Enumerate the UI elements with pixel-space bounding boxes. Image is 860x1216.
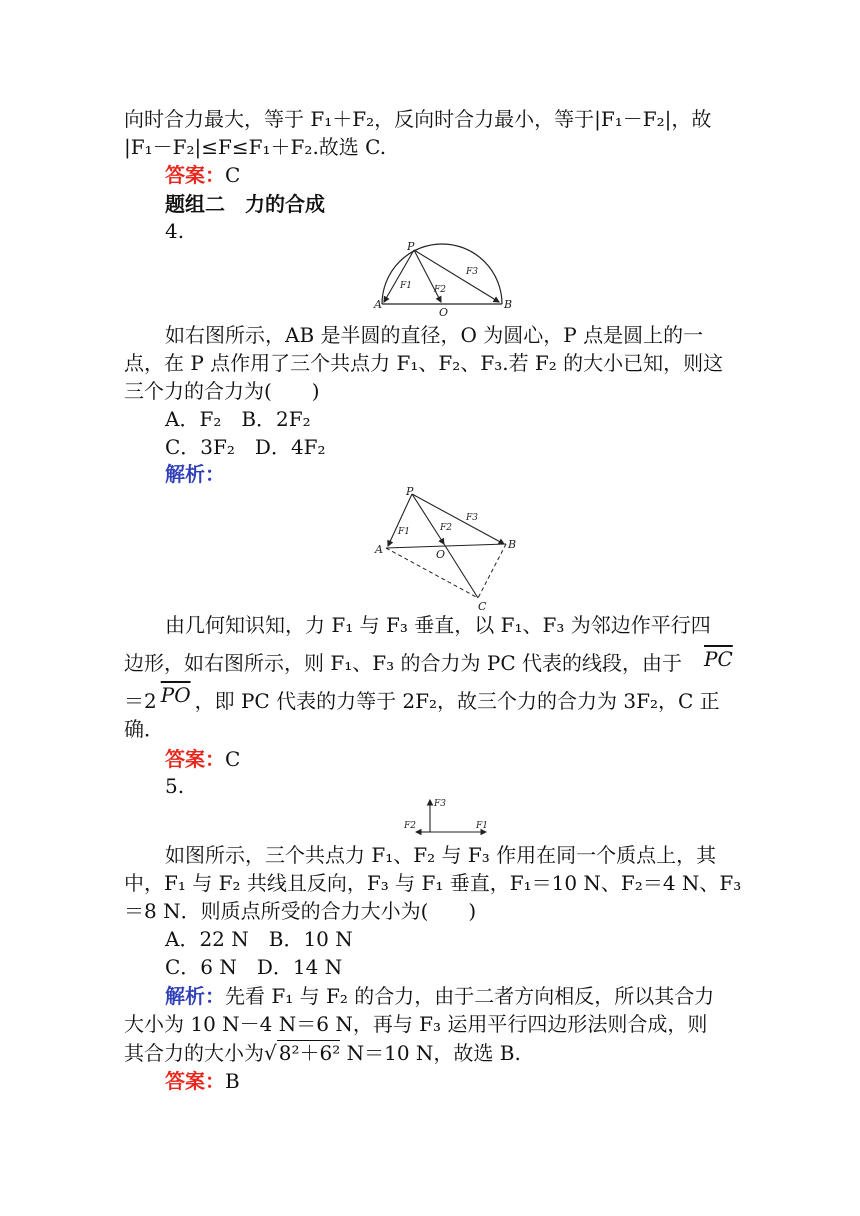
vector-po: $\overline{PO}$ (160, 683, 191, 707)
dashed-b-c (478, 544, 506, 598)
q4-analysis-line-4: 确． (124, 717, 164, 741)
q4-figure-parallelogram (370, 486, 530, 614)
label-a: A (374, 298, 382, 311)
analysis-suffix: N＝10 N，故选 B. (340, 1041, 521, 1065)
answer-value: B (225, 1069, 240, 1093)
sqrt-content: 8²＋6² (278, 1041, 341, 1065)
answer-label: 答案： (165, 747, 225, 771)
analysis-prefix: 其合力的大小为 (124, 1041, 264, 1065)
sqrt-sign: √ (264, 1041, 277, 1065)
q5-analysis-line-3 (124, 1040, 744, 1066)
q3-answer (165, 162, 785, 188)
q5-options-line-2: C．6 N D．14 N (165, 955, 343, 979)
q4-answer (165, 746, 785, 772)
label-b: B (508, 538, 517, 551)
q4-analysis-line-2 (124, 647, 744, 676)
label-f1: F1 (400, 281, 412, 291)
answer-value: C (225, 163, 241, 187)
analysis-text: 边形，如右图所示，则 F₁、F₃ 的合力为 PC 代表的线段，由于 (124, 651, 682, 675)
label-p: P (406, 485, 414, 498)
label-o: O (436, 548, 446, 561)
q3-analysis-line-2: |F₁－F₂|≤F≤F₁＋F₂.故选 C. (124, 135, 387, 159)
vector-pc: $\overline{PC}$ (704, 647, 733, 671)
q5-answer (165, 1068, 785, 1094)
q4-options-line-2: C．3F₂ D．4F₂ (165, 435, 326, 459)
label-f2: F2 (404, 821, 416, 831)
label-f2: F2 (440, 523, 452, 533)
q5-stem-line-2: 中，F₁ 与 F₂ 共线且反向，F₃ 与 F₁ 垂直，F₁＝10 N、F₂＝4 N、F₃ (124, 871, 742, 895)
label-a: A (375, 543, 383, 556)
q5-analysis-line-1 (165, 983, 785, 1009)
q5-analysis-line-2: 大小为 10 N－4 N＝6 N，再与 F₃ 运用平行四边形法则合成，则 (124, 1012, 708, 1036)
force-f2-arrow (412, 494, 444, 544)
section-title: 题组二 力的合成 (165, 192, 325, 216)
label-o: O (439, 306, 449, 319)
force-f3-arrow (412, 494, 504, 544)
q5-stem-line-1: 如图所示，三个共点力 F₁、F₂ 与 F₃ 作用在同一个质点上，其 (165, 843, 717, 867)
q4-number: 4. (165, 219, 185, 243)
label-f2: F2 (434, 285, 446, 295)
dashed-a-c (386, 548, 478, 598)
q4-stem-line-2: 点，在 P 点作用了三个共点力 F₁、F₂、F₃.若 F₂ 的大小已知，则这 (124, 351, 724, 375)
force-f1-arrow (388, 494, 412, 546)
label-f3: F3 (434, 799, 446, 809)
q4-options-line-1: A．F₂ B．2F₂ (165, 407, 311, 431)
label-f1: F1 (476, 821, 488, 831)
force-f3-arrow (414, 250, 499, 302)
label-f3: F3 (466, 513, 478, 523)
label-c: C (478, 600, 487, 613)
answer-label: 答案： (165, 163, 225, 187)
q5-options-line-1: A．22 N B．10 N (165, 927, 353, 951)
analysis-prefix: ＝2 (124, 689, 157, 713)
label-f1: F1 (398, 527, 410, 537)
q4-stem-line-3: 三个力的合力为( ) (124, 379, 320, 403)
q3-analysis-line-1: 向时合力最大，等于 F₁＋F₂，反向时合力最小，等于|F₁－F₂|，故 (124, 107, 712, 131)
label-f3: F3 (466, 267, 478, 277)
q4-stem-line-1: 如右图所示，AB 是半圆的直径，O 为圆心，P 点是圆上的一 (165, 323, 704, 347)
label-b: B (504, 298, 513, 311)
label-p: P (407, 240, 415, 253)
q5-number: 5. (165, 774, 185, 798)
q4-figure-semicircle (370, 240, 520, 318)
analysis-suffix: ，即 PC 代表的力等于 2F₂，故三个力的合力为 3F₂，C 正 (194, 689, 720, 713)
line-o-c (444, 544, 478, 598)
q5-force-figure (398, 796, 498, 838)
analysis-text: 先看 F₁ 与 F₂ 的合力，由于二者方向相反，所以其合力 (225, 984, 715, 1008)
answer-value: C (225, 747, 241, 771)
q4-analysis-line-1: 由几何知识知，力 F₁ 与 F₃ 垂直，以 F₁、F₃ 为邻边作平行四 (165, 613, 711, 637)
analysis-label: 解析： (165, 984, 225, 1008)
q4-analysis-line-3 (124, 683, 744, 714)
q5-stem-line-3: ＝8 N．则质点所受的合力大小为( ) (124, 899, 477, 923)
answer-label: 答案： (165, 1069, 225, 1093)
q4-analysis-label: 解析： (165, 462, 225, 486)
